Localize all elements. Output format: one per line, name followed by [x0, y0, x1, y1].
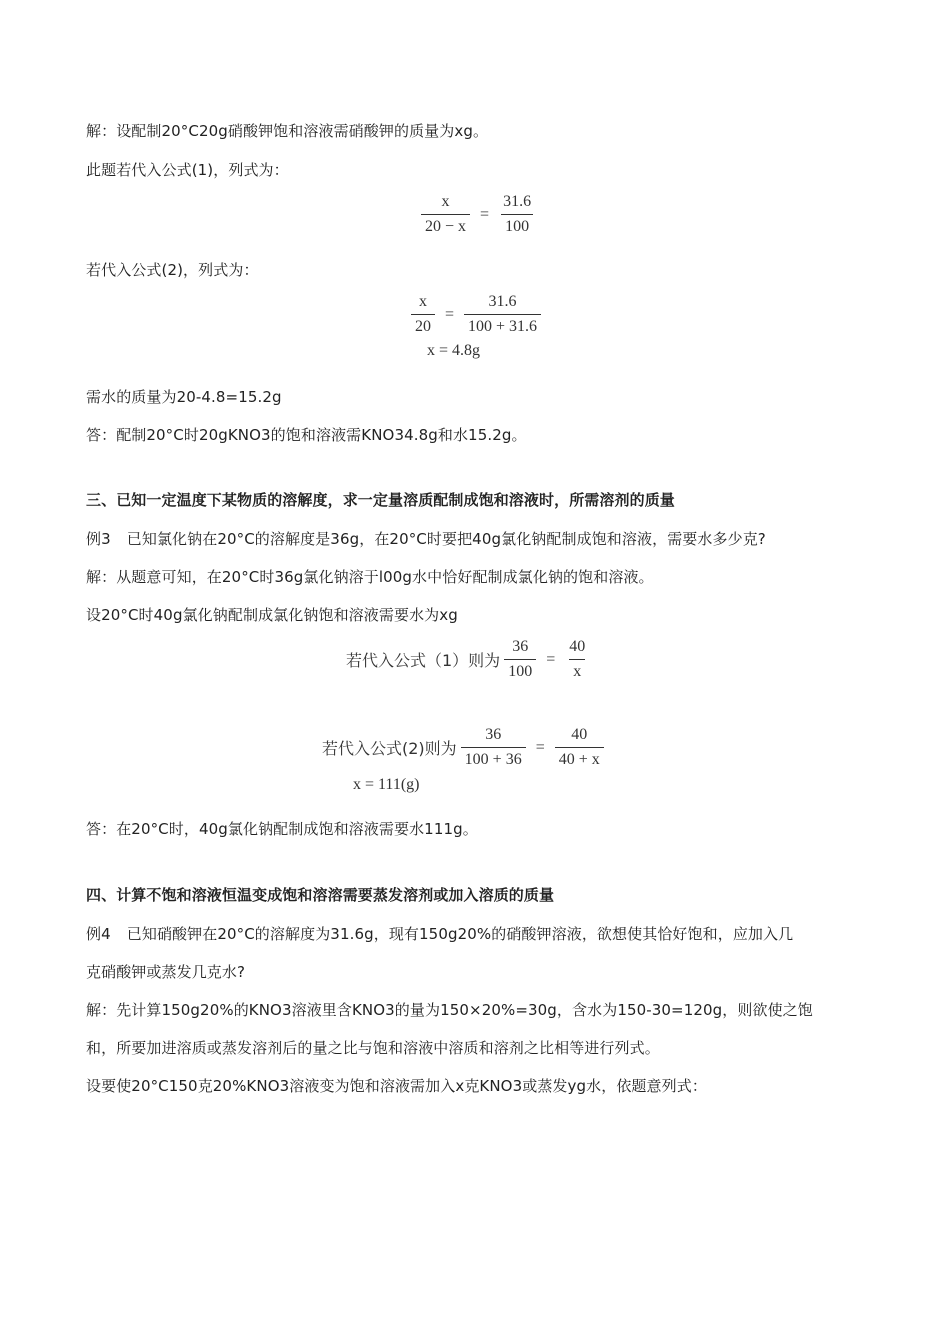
- fraction-rhs: [565, 637, 589, 682]
- example-3: [86, 529, 766, 549]
- solution-line-4-continued: 和，所要加进溶质或蒸发溶剂后的量之比与饱和溶液中溶质和溶剂之比相等进行列式。: [86, 1039, 660, 1057]
- assumption-line-4: 设要使20°C150克20%KNO3溶液变为饱和溶液需加入x克KNO3或蒸发yg水，依题意列式：: [86, 1077, 707, 1095]
- assumption-line-3: 设20°C时40g氯化钠配制成氯化钠饱和溶液需要水为xg: [86, 606, 458, 624]
- example-4: [86, 924, 793, 944]
- formula-4-result: x = 111(g): [353, 776, 420, 793]
- example-label: 例4: [86, 925, 111, 943]
- section-heading-3: 三、已知一定温度下某物质的溶解度，求一定量溶质配制成饱和溶液时，所需溶剂的质量: [86, 491, 675, 509]
- formula-2: [411, 292, 541, 337]
- numerator: x: [441, 193, 450, 210]
- denominator: 20: [411, 314, 435, 337]
- formula-4: [322, 725, 604, 770]
- formula-prefix: 若代入公式（1）则为: [346, 651, 501, 670]
- denominator: 100: [504, 659, 536, 682]
- solution-line-1: 解：设配制20°C20g硝酸钾饱和溶液需硝酸钾的质量为xg。: [86, 122, 489, 140]
- example-4-continued: 克硝酸钾或蒸发几克水?: [86, 963, 246, 981]
- equals-sign: =: [535, 738, 545, 756]
- equals-sign: =: [480, 205, 490, 223]
- fraction-lhs: [411, 292, 435, 337]
- answer-line-3: 答：在20°C时，40g氯化钠配制成饱和溶液需要水111g。: [86, 820, 478, 838]
- denominator: 40 + x: [555, 747, 604, 770]
- numerator: 40: [571, 726, 588, 743]
- formula-prefix: 若代入公式(2)则为: [322, 739, 457, 758]
- example-text: 已知氯化钠在20°C的溶解度是36g，在20°C时要把40g氯化钠配制成饱和溶液，需要水多少克?: [126, 530, 766, 548]
- water-mass-line: 需水的质量为20-4.8=15.2g: [86, 388, 282, 406]
- numerator: 31.6: [488, 293, 517, 310]
- fraction-lhs: [421, 192, 470, 237]
- fraction-rhs: [555, 725, 604, 770]
- formula-2-result: x = 4.8g: [427, 342, 481, 359]
- numerator: 36: [485, 726, 502, 743]
- fraction-lhs: [461, 725, 526, 770]
- numerator: 31.6: [503, 193, 532, 210]
- denominator: 100 + 36: [461, 747, 526, 770]
- numerator: 40: [569, 638, 586, 655]
- numerator: x: [419, 293, 427, 310]
- denominator: 100 + 31.6: [464, 314, 541, 337]
- numerator: 36: [512, 638, 529, 655]
- formula-intro-2: 若代入公式(2)，列式为：: [86, 261, 259, 279]
- section-heading-4: 四、计算不饱和溶液恒温变成饱和溶溶需要蒸发溶剂或加入溶质的质量: [86, 886, 555, 904]
- example-text: 已知硝酸钾在20°C的溶解度为31.6g，现有150g20%的硝酸钾溶液，欲想使其恰好饱和，应加入几: [126, 925, 794, 943]
- formula-intro-1: 此题若代入公式(1)，列式为：: [86, 161, 289, 179]
- fraction-rhs: [499, 192, 535, 237]
- denominator: x: [569, 659, 585, 682]
- equals-sign: =: [445, 305, 455, 323]
- answer-line-1: 答：配制20°C时20gKNO3的饱和溶液需KNO34.8g和水15.2g。: [86, 426, 527, 444]
- equals-sign: =: [546, 650, 556, 668]
- fraction-lhs: [504, 637, 536, 682]
- denominator: 20 − x: [421, 214, 470, 237]
- denominator: 100: [501, 214, 533, 237]
- solution-line-3: 解：从题意可知，在20°C时36g氯化钠溶于l00g水中恰好配制成氯化钠的饱和溶液。: [86, 568, 654, 586]
- fraction-rhs: [464, 292, 541, 337]
- formula-1: [421, 192, 535, 237]
- example-label: 例3: [86, 530, 111, 548]
- solution-line-4: 解：先计算150g20%的KNO3溶液里含KNO3的量为150×20%=30g，含水为150-30=120g，则欲使之饱: [86, 1001, 813, 1019]
- formula-3: [346, 637, 589, 682]
